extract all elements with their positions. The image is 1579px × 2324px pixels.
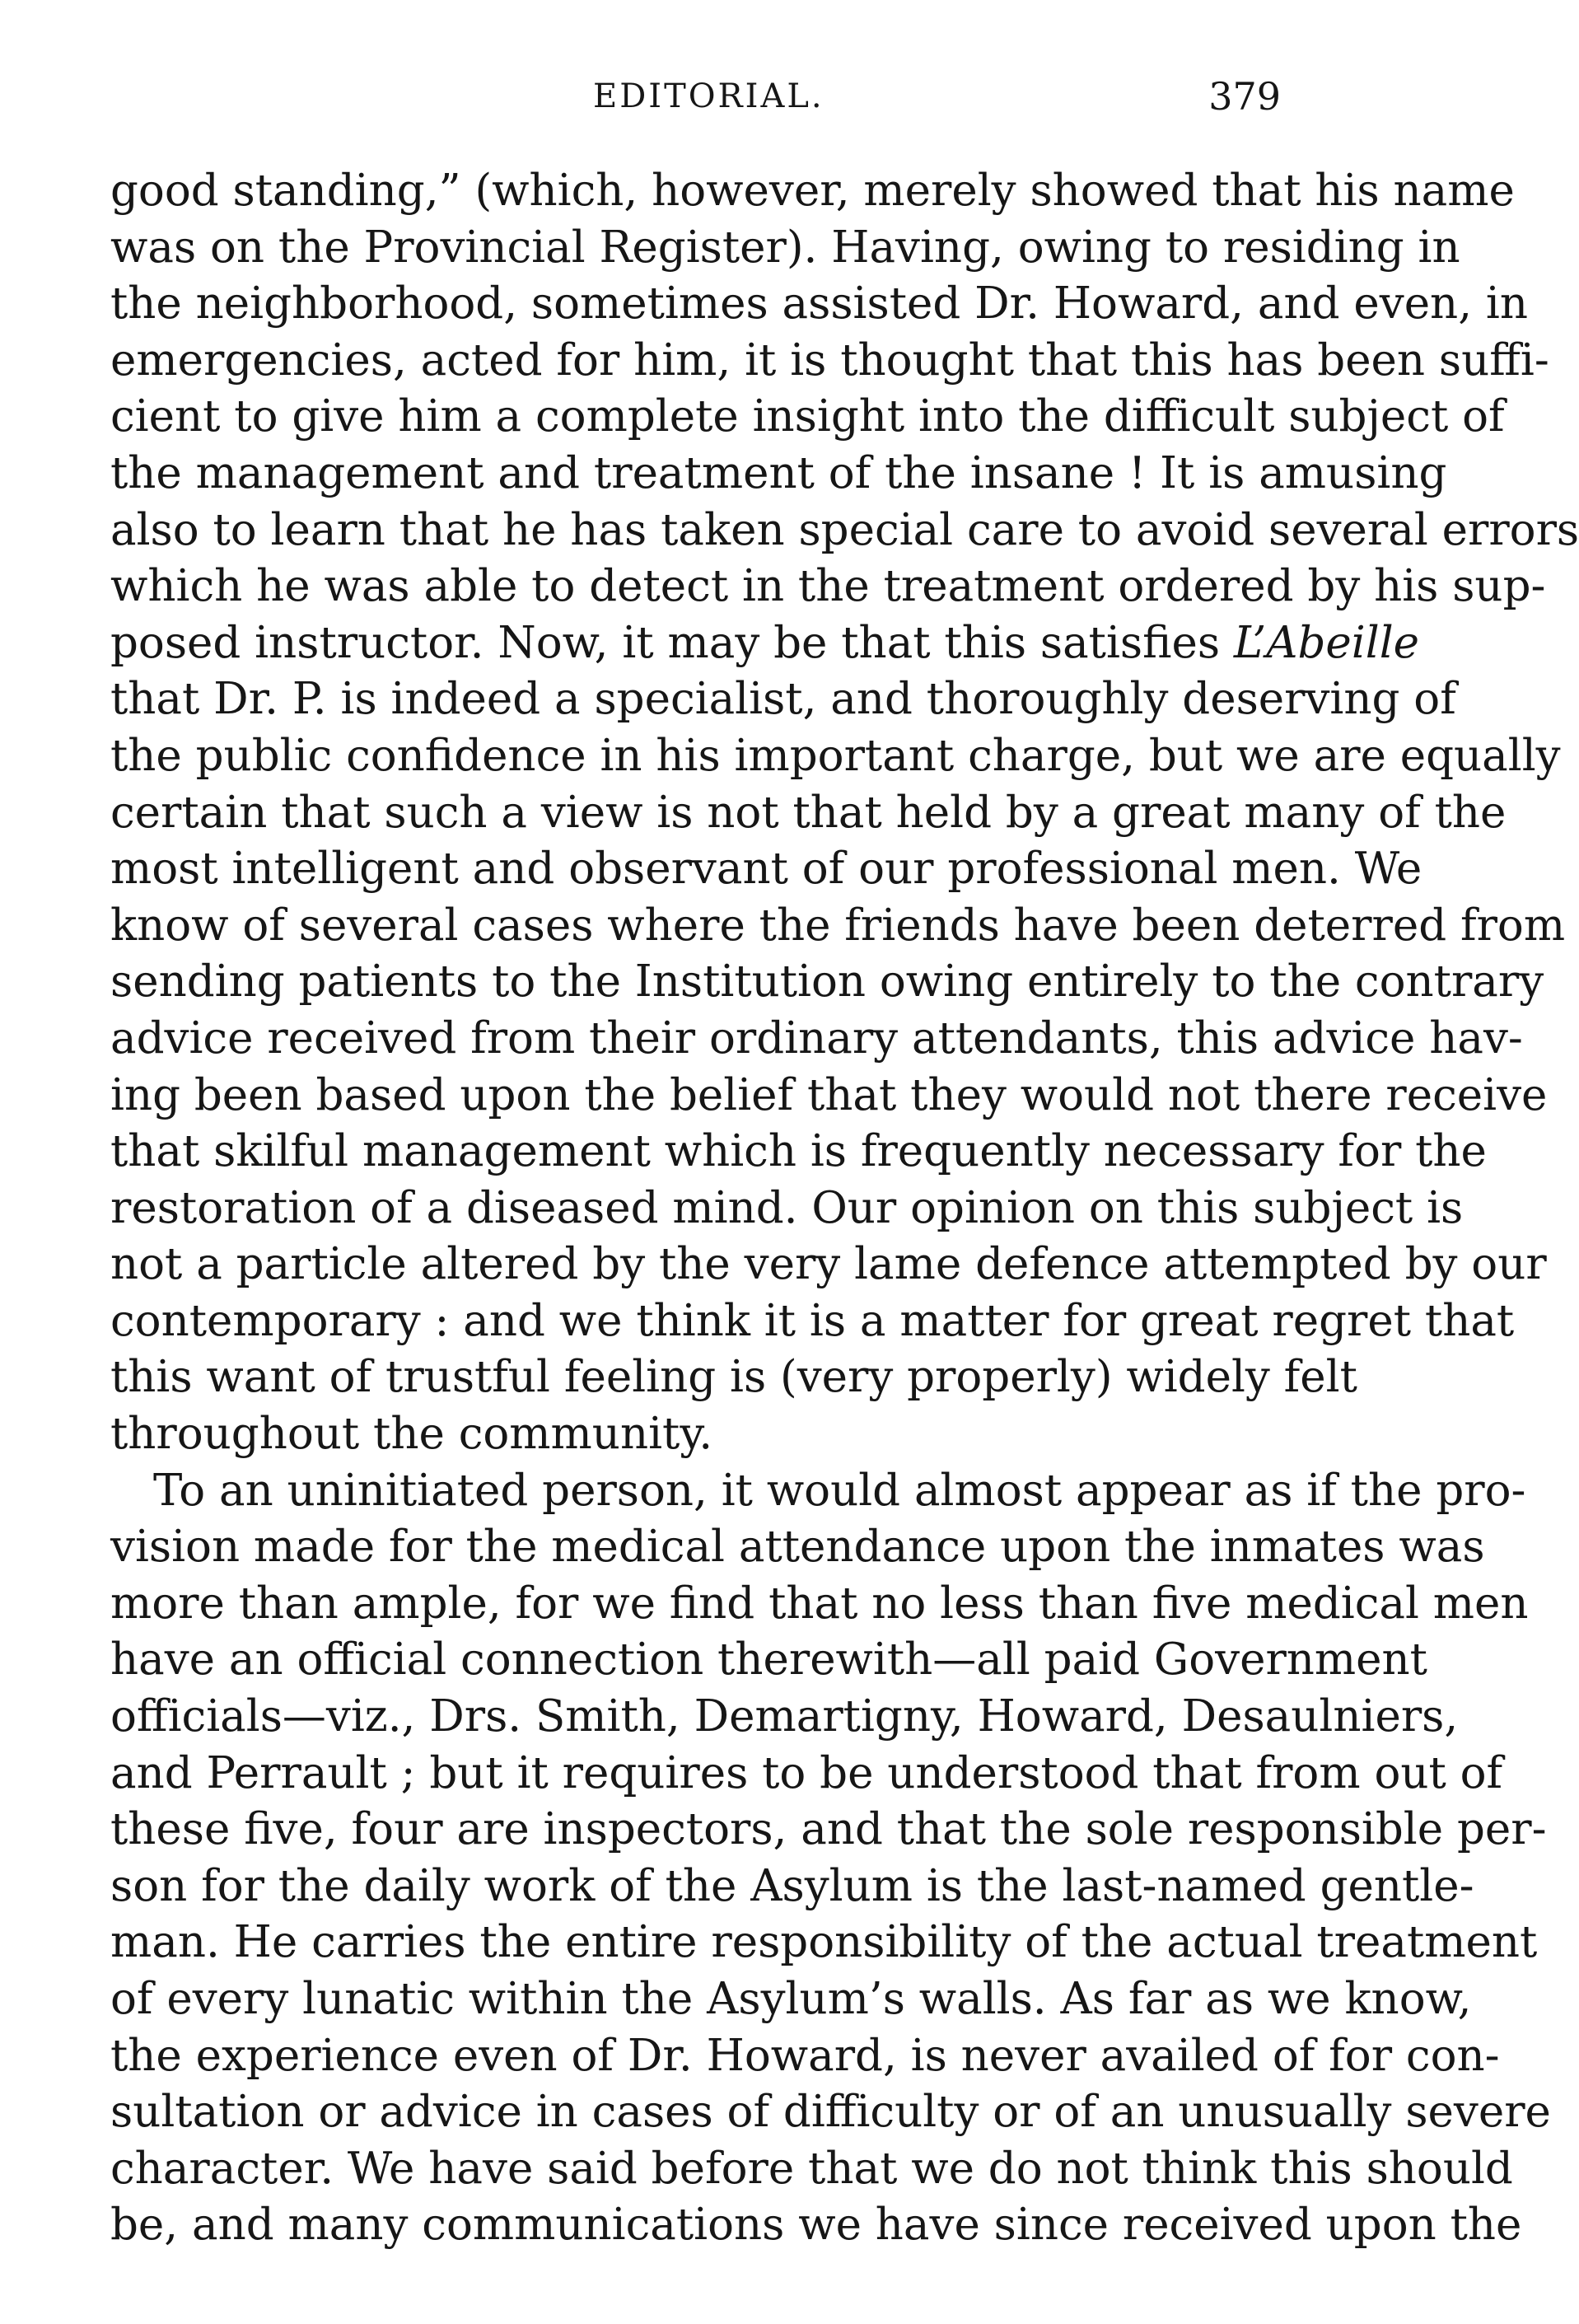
text-line-with-italic	[110, 615, 1420, 672]
text-line: the public confidence in his important charge, but we are equally	[110, 730, 1561, 781]
text-line: cient to give him a complete insight into the difficult subject of	[110, 391, 1505, 442]
text-line: contemporary : and we think it is a matter for great regret that	[110, 1295, 1515, 1346]
text-line: that Dr. P. is indeed a specialist, and thoroughly deserving of	[110, 674, 1456, 725]
paragraph-end-line: throughout the community.	[110, 1409, 713, 1460]
text-line: more than ample, for we find that no less than five medical men	[110, 1578, 1529, 1629]
text-line: the experience even of Dr. Howard, is never availed of for con-	[110, 2030, 1500, 2081]
text-line: have an official connection therewith—all paid Government	[110, 1634, 1427, 1686]
text-line: advice received from their ordinary attendants, this advice hav-	[110, 1012, 1523, 1064]
text-line: also to learn that he has taken special care to avoid several errors	[110, 504, 1579, 555]
text-line: man. He carries the entire responsibility of the actual treatment	[110, 1917, 1538, 1968]
body-text	[110, 163, 1579, 2254]
text-line: that skilful management which is frequently necessary for the	[110, 1126, 1487, 1177]
text-line: sending patients to the Institution owing entirely to the contrary	[110, 956, 1544, 1008]
text-line: son for the daily work of the Asylum is the last-named gentle-	[110, 1860, 1474, 1911]
text-line: this want of trustful feeling is (very properly) widely felt	[110, 1352, 1357, 1403]
text-line: character. We have said before that we do not think this should	[110, 2143, 1513, 2194]
text-line: know of several cases where the friends have been deterred from	[110, 900, 1566, 951]
text-line: the neighborhood, sometimes assisted Dr. Howard, and even, in	[110, 278, 1528, 330]
paragraph-first-line: To an uninitiated person, it would almost appear as if the pro-	[153, 1465, 1526, 1516]
text-line: certain that such a view is not that held by a great many of the	[110, 787, 1507, 838]
text-line: and Perrault ; but it requires to be understood that from out of	[110, 1747, 1503, 1798]
text-line-part: posed instructor. Now, it may be that this satisfies	[110, 617, 1221, 668]
text-line: not a particle altered by the very lame defence attempted by our	[110, 1239, 1547, 1290]
text-line: emergencies, acted for him, it is thought that this has been suffi-	[110, 334, 1549, 386]
text-line: the management and treatment of the insane ! It is amusing	[110, 447, 1447, 498]
text-line: restoration of a diseased mind. Our opinion on this subject is	[110, 1182, 1464, 1233]
text-line: vision made for the medical attendance upon the inmates was	[110, 1522, 1485, 1573]
running-head	[0, 74, 1398, 143]
text-line: which he was able to detect in the treatment ordered by his sup-	[110, 561, 1546, 612]
text-line: good standing,” (which, however, merely showed that his name	[110, 166, 1515, 216]
text-line: sultation or advice in cases of difficulty or of an unusually severe	[110, 2087, 1551, 2138]
text-line: was on the Provincial Register). Having, owing to residing in	[110, 222, 1460, 273]
page-number: 379	[1208, 74, 1281, 119]
text-line: ing been based upon the belief that they would not there receive	[110, 1069, 1548, 1120]
text-line: of every lunatic within the Asylum’s walls. As far as we know,	[110, 1974, 1472, 2024]
running-head-title: EDITORIAL.	[593, 77, 825, 115]
text-line: these five, four are inspectors, and that the sole responsible per-	[110, 1804, 1547, 1855]
italic-journal-title: L’Abeille	[1233, 617, 1420, 668]
text-line: be, and many communications we have since received upon the	[110, 2200, 1522, 2251]
text-line: most intelligent and observant of our professional men. We	[110, 844, 1423, 895]
text-line: officials—viz., Drs. Smith, Demartigny, Howard, Desaulniers,	[110, 1691, 1459, 1742]
